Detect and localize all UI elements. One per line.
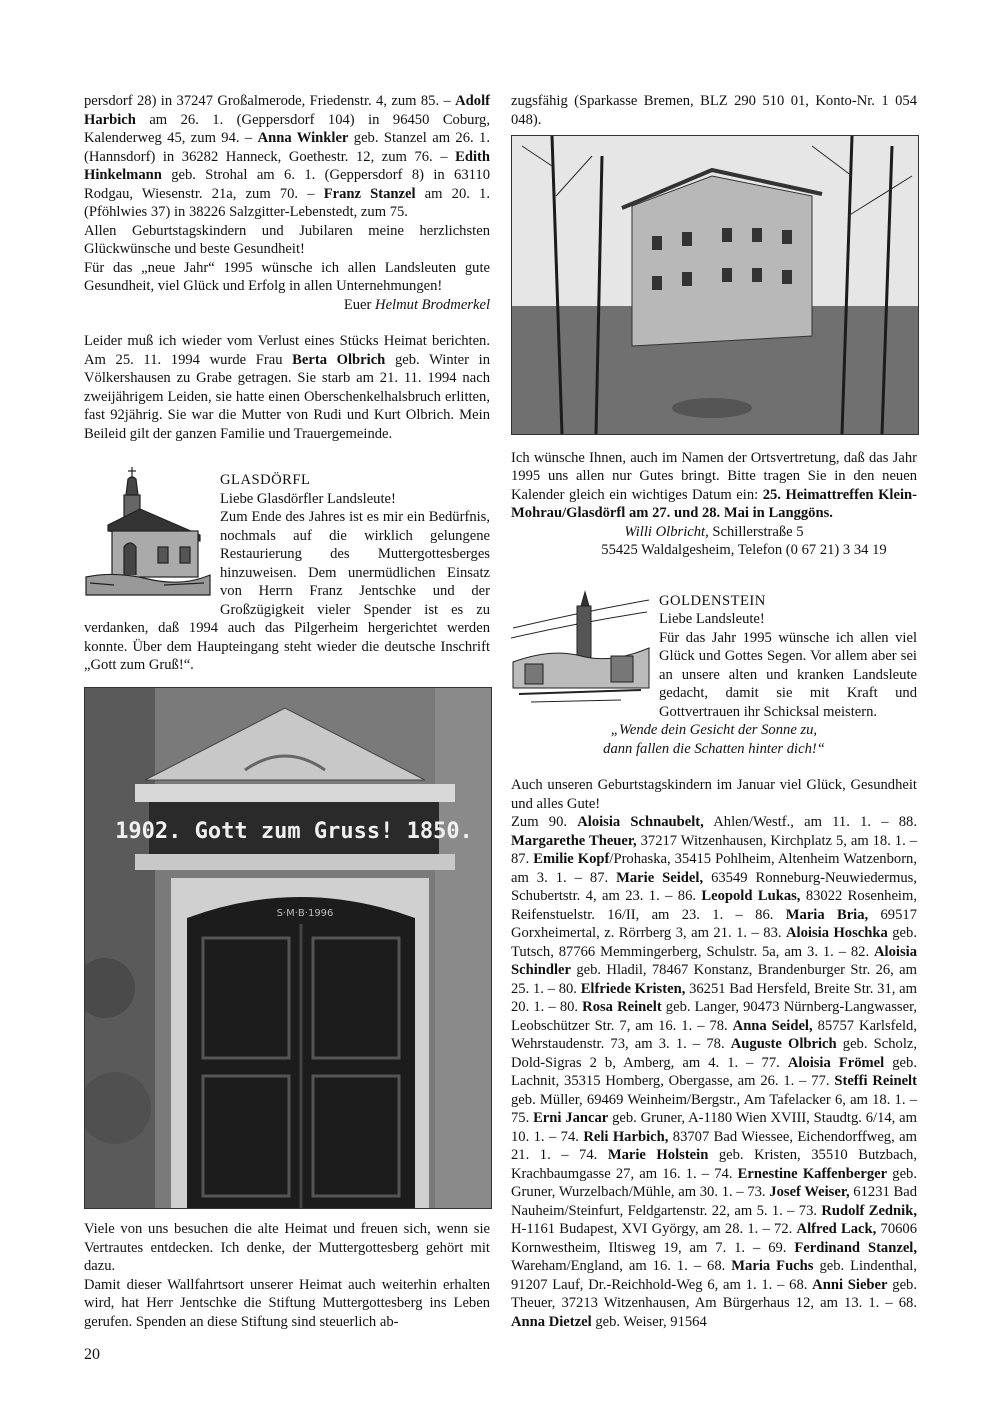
bank-details: zugsfähig (Sparkasse Bremen, BLZ 290 510 01, Konto-Nr. 1 054 048). bbox=[511, 93, 917, 128]
goldenstein-section bbox=[511, 582, 917, 722]
door-inscription: 1902. Gott zum Gruss! 1850. bbox=[115, 818, 473, 844]
birthday-wish: Auch unseren Geburtstagskindern im Januar viel Glück, Gesundheit und alles Gute! bbox=[511, 777, 917, 812]
new-year-wish: Ich wünsche Ihnen, auch im Namen der Ortsvertretung, daß das Jahr 1995 uns allen nur Gutes bringt. Bitte tragen Sie in den neuen Kalender gleich ein wichtiges Datum ein: 25. Heimattreffen Klein-Mohrau/Glasdörfl am 27. und 28. Mai in Langgöns. bbox=[511, 449, 917, 521]
right-column bbox=[511, 92, 917, 1331]
quote-line-1: „Wende dein Gesicht der Sonne zu, bbox=[610, 722, 818, 738]
goldenstein-heading: GOLDENSTEIN bbox=[659, 592, 766, 609]
goldenstein-illustration bbox=[511, 582, 651, 708]
left-column bbox=[84, 92, 490, 1331]
glasdoerfl-heading: GLASDÖRFL bbox=[220, 472, 311, 488]
obituary-paragraph: Leider muß ich wieder vom Verlust eines Stücks Heimat berichten. Am 25. 11. 1994 wurde Frau Berta Olbrich geb. Winter in Völkershausen zu Grabe getragen. Sie starb am 21. 11. 1994 nach zweijährigem Leiden, sie hatte einen Oberschenkelhalsbruch erlitten, fast 92jährig. Sie war die Mutter von Rudi und Kurt Olbrich. Mein Beileid gilt der ganzen Familie und Trauergemeinde. bbox=[84, 333, 491, 442]
door-chalk-text: S·M·B·1996 bbox=[276, 907, 334, 919]
contact-name: Willi Olbricht, Schillerstraße 5 bbox=[624, 523, 804, 540]
chapel-illustration bbox=[84, 465, 212, 597]
goldenstein-salutation: Liebe Landsleute! bbox=[659, 611, 765, 627]
glasdoerfl-body: Zum Ende des Jahres ist es mir ein Bedürfnis, nochmals auf die wirklich gelungene Restaurierung des Muttergottesberges hinzuweisen. Dem unermüdlichen Einsatz von Herrn Franz Jentschke und der Großzügigkeit vieler Spender ist es zu verdanken, daß 1994 auch das Pilgerheim hergerichtet werden konnte. Über dem Haupteingang steht wieder die deutsche Inschrift „Gott zum Gruß!“. bbox=[84, 509, 490, 673]
greeting-new-year: Für das „neue Jahr“ 1995 wünsche ich allen Landsleuten gute Gesundheit, viel Glück und Erfolg in allen Unternehmungen! bbox=[84, 259, 490, 294]
contact-address: 55425 Waldalgesheim, Telefon (0 67 21) 3 34 19 bbox=[601, 542, 887, 558]
photo-caption: Viele von uns besuchen die alte Heimat und freuen sich, wenn sie Vertrautes entdecken. Ich denke, der Muttergottesberg gehört mit dazu. bbox=[84, 1221, 490, 1274]
birthday-list: Zum 90. Aloisia Schnaubelt, Ahlen/Westf., am 11. 1. – 88. Margarethe Theuer, 37217 Witzenhausen, Kirchplatz 5, am 18. 1. – 87. Emilie Kopf/Prohaska, 35415 Pohlheim, Altenheim Watzenborn, am 3. 1. – 87. Marie Seidel, 63549 Ronneburg-Neuwiedermus, Schubertstr. 4, am 23. 1. – 86. Leopold Lukas, 83022 Rosenheim, Reifenstuelstr. 16/II, am 23. 1. – 86. Maria Bria, 69517 Gorxheimertal, z. Rörrberg 3, am 21. 1. – 83. Aloisia Hoschka geb. Tutsch, 87766 Memmingerberg, Schulstr. 5a, am 3. 1. – 82. Aloisia Schindler geb. Hladil, 78467 Konstanz, Brandenburger Str. 26, am 25. 1. – 80. Elfriede Kristen, 36251 Bad Hersfeld, Breite Str. 31, am 20. 1. – 80. Rosa Reinelt geb. Langer, 90473 Nürnberg-Langwasser, Leobschützer Str. 7, am 16. 1. – 78. Anna Seidel, 85757 Karlsfeld, Wehrstaudenstr. 73, am 3. 1. – 78. Auguste Olbrich geb. Scholz, Dold-Sigras 2 b, Amberg, am 4. 1. – 77. Aloisia Frömel geb. Lachnit, 35315 Homberg, Obergasse, am 26. 1. – 77. Steffi Reinelt geb. Müller, 69469 Weinheim/Bergstr., Am Tafelacker 6, am 18. 1. – 75. Erni Jancar geb. Gruner, A-1180 Wien XVIII, Staudtg. 6/14, am 10. 1. – 74. Reli Harbich, 83707 Bad Wiessee, Eichendorffweg, am 21. 1. – 74. Marie Holstein geb. Kristen, 35510 Butzbach, Krachbaumgasse 27, am 16. 1. – 74. Ernestine Kaffenberger geb. Gruner, Wurzelbach/Mühle, am 30. 1. – 73. Josef Weiser, 61231 Bad Nauheim/Steinfurt, Feldgartenstr. 22, am 5. 1. – 73. Rudolf Zednik, H-1161 Budapest, XVI György, am 28. 1. – 72. Alfred Lack, 70606 Kornwestheim, Iltisweg 19, am 7. 1. – 69. Ferdinand Stanzel, Wareham/England, am 16. 1. – 68. Maria Fuchs geb. Lindenthal, 91207 Lauf, Dr.-Reichhold-Weg 6, am 1. 1. – 68. Anni Sieber geb. Theuer, 37213 Witzenhausen, Am Bürgerhaus 12, am 13. 1. – 68. Anna Dietzel geb. Weiser, 91564 bbox=[511, 814, 918, 1330]
page-number: 20 bbox=[84, 1346, 100, 1363]
foundation-paragraph: Damit dieser Wallfahrtsort unserer Heimat auch weiterhin erhalten wird, hat Herr Jentschke die Stiftung Muttergottesberg ins Leben gerufen. Spenden an diese Stiftung sind steuerlich ab- bbox=[84, 1276, 490, 1330]
glasdoerfl-section bbox=[84, 465, 490, 675]
birthday-list-continued: persdorf 28) in 37247 Großalmerode, Friedenstr. 4, zum 85. – Adolf Harbich am 26. 1. (Geppersdorf 104) in 96450 Coburg, Kalenderweg 45, zum 94. – Anna Winkler geb. Stanzel am 26. 1. (Hannsdorf) in 36282 Hanneck, Goethestr. 12, zum 76. – Edith Hinkelmann geb. Strohal am 6. 1. (Geppersdorf 8) in 63110 Rodgau, Wiesenstr. 21a, zum 70. – Franz Stanzel am 20. 1. (Pföhlwies 37) in 38226 Salzgitter-Lebenstedt, zum 75. bbox=[84, 93, 490, 220]
signature: Euer Helmut Brodmerkel bbox=[343, 296, 490, 313]
village-building-photo bbox=[511, 135, 919, 435]
pilgerheim-door-photo bbox=[84, 687, 492, 1209]
quote-line-2: dann fallen die Schatten hinter dich!“ bbox=[603, 740, 825, 757]
glasdoerfl-salutation: Liebe Glasdörfler Landsleute! bbox=[220, 490, 396, 507]
greeting-jubilarians: Allen Geburtstagskindern und Jubilaren meine herzlichsten Glückwünsche und beste Gesundheit! bbox=[84, 222, 490, 257]
goldenstein-body: Für das Jahr 1995 wünsche ich allen viel Glück und Gottes Segen. Vor allem aber sei an unsere alten und kranken Landsleute gedacht, damit sie mit Kraft und Gottvertrauen ihr Schicksal meistern. bbox=[659, 629, 917, 720]
